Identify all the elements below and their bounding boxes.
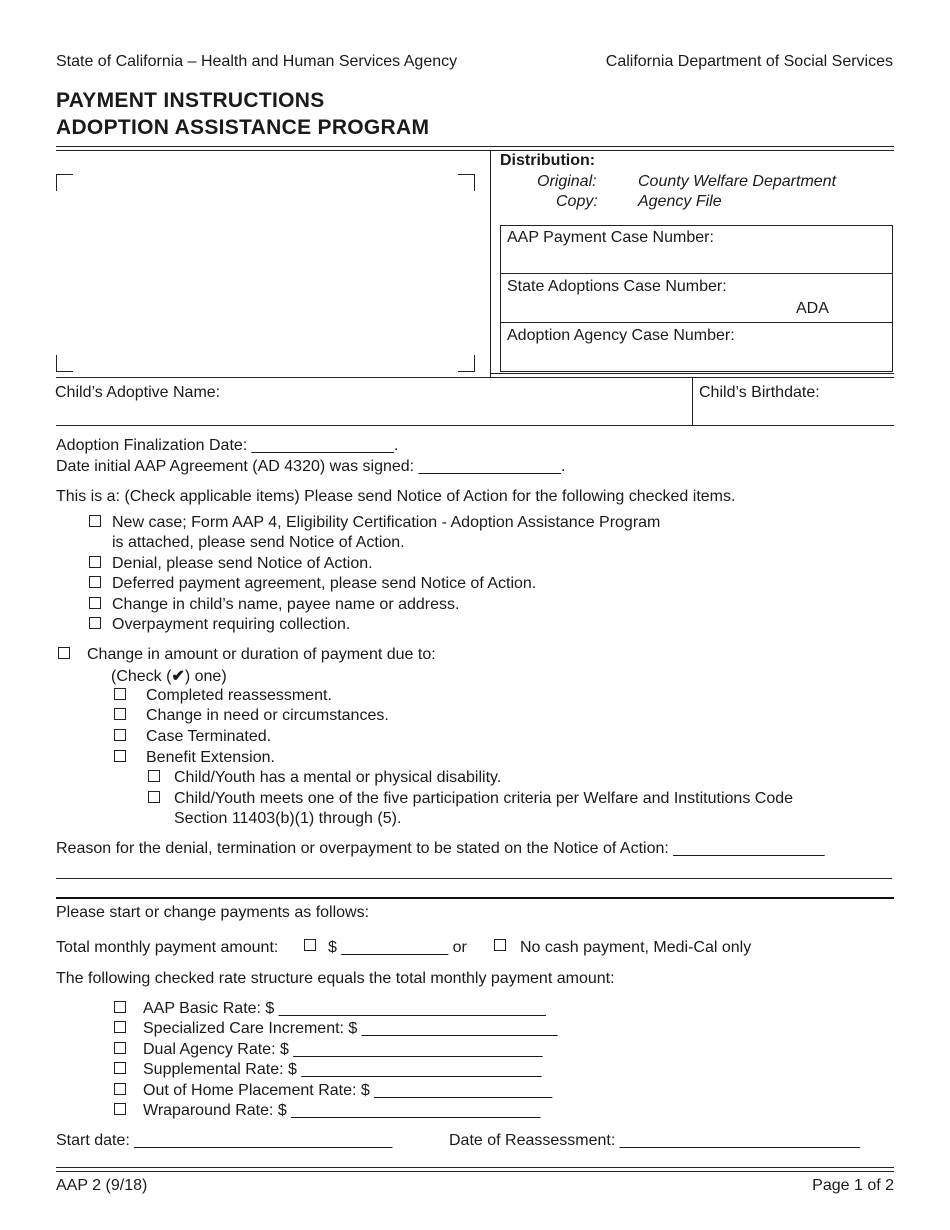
address-corner-bottom-left xyxy=(56,355,73,372)
notice-intro: This is a: (Check applicable items) Please send Notice of Action for the following checked items. xyxy=(56,488,736,505)
item-denial: Denial, please send Notice of Action. xyxy=(112,555,373,572)
checkbox-new-case[interactable] xyxy=(89,515,101,527)
total-monthly-payment-label: Total monthly payment amount: xyxy=(56,939,279,956)
option-participation-criteria: Child/Youth meets one of the five participation criteria per Welfare and Institutions Code xyxy=(174,790,794,807)
payments-section-rule xyxy=(56,897,894,899)
wraparound-rate-field[interactable]: Wraparound Rate: $ ____________________________ xyxy=(143,1102,541,1119)
checkbox-completed-reassessment[interactable] xyxy=(114,688,126,700)
rate-structure-intro: The following checked rate structure equals the total monthly payment amount: xyxy=(56,970,615,987)
state-adoptions-ada-suffix: ADA xyxy=(796,300,829,317)
checkbox-dual-agency[interactable] xyxy=(114,1042,126,1054)
address-divider xyxy=(490,150,491,378)
aap-agreement-signed-date: Date initial AAP Agreement (AD 4320) was signed: ________________. xyxy=(56,458,566,475)
checkbox-wraparound-rate[interactable] xyxy=(114,1103,126,1115)
adoption-finalization-date: Adoption Finalization Date: ________________. xyxy=(56,437,399,454)
reason-blank-line[interactable] xyxy=(56,878,892,879)
page-number: Page 1 of 2 xyxy=(812,1177,894,1194)
child-row-bottom-rule xyxy=(56,425,894,426)
child-adoptive-name-label: Child’s Adoptive Name: xyxy=(55,384,221,401)
supplemental-rate-field[interactable]: Supplemental Rate: $ ___________________________ xyxy=(143,1061,542,1078)
item-new-case-cont: is attached, please send Notice of Action. xyxy=(112,534,405,551)
start-date-field[interactable]: Start date: _____________________________ xyxy=(56,1132,393,1149)
checkbox-cash-payment[interactable] xyxy=(304,939,316,951)
checkbox-change-need[interactable] xyxy=(114,708,126,720)
out-of-home-placement-rate-field[interactable]: Out of Home Placement Rate: $ ____________________ xyxy=(143,1082,553,1099)
distribution-copy-value: Agency File xyxy=(638,193,722,210)
case-number-box xyxy=(500,225,893,372)
dual-agency-rate-field[interactable]: Dual Agency Rate: $ ____________________________ xyxy=(143,1041,543,1058)
distribution-label: Distribution: xyxy=(500,152,596,169)
state-adoptions-case-number-label: State Adoptions Case Number: xyxy=(507,278,727,295)
change-amount-label: Change in amount or duration of payment due to: xyxy=(87,646,436,663)
checkbox-no-cash-payment[interactable] xyxy=(494,939,506,951)
item-deferred-payment: Deferred payment agreement, please send Notice of Action. xyxy=(112,575,537,592)
checkbox-benefit-extension[interactable] xyxy=(114,750,126,762)
address-corner-top-left xyxy=(56,174,73,191)
checkbox-change-name[interactable] xyxy=(89,597,101,609)
option-participation-criteria-cont: Section 11403(b)(1) through (5). xyxy=(174,810,402,827)
distribution-original-label: Original: xyxy=(537,173,597,190)
checkbox-change-amount[interactable] xyxy=(58,647,70,659)
check-one-instruction xyxy=(111,666,227,686)
checkbox-aap-basic-rate[interactable] xyxy=(114,1001,126,1013)
payments-start-label: Please start or change payments as follows: xyxy=(56,904,370,921)
aap-basic-rate-field[interactable]: AAP Basic Rate: $ ______________________________ xyxy=(143,1000,546,1017)
adoption-agency-case-number-label: Adoption Agency Case Number: xyxy=(507,327,735,344)
option-case-terminated: Case Terminated. xyxy=(146,728,272,745)
checkbox-out-of-home-placement[interactable] xyxy=(114,1083,126,1095)
option-change-need: Change in need or circumstances. xyxy=(146,707,389,724)
option-benefit-extension: Benefit Extension. xyxy=(146,749,275,766)
option-disability: Child/Youth has a mental or physical disability. xyxy=(174,769,502,786)
form-title-line1: PAYMENT INSTRUCTIONS xyxy=(56,89,325,112)
distribution-copy-label: Copy: xyxy=(556,193,598,210)
check-one-suffix: ) one) xyxy=(184,668,227,685)
case-box-bottom-rule xyxy=(490,373,894,374)
checkbox-disability[interactable] xyxy=(148,770,160,782)
reason-label: Reason for the denial, termination or overpayment to be stated on the Notice of Action: _________________ xyxy=(56,840,825,857)
checkbox-participation-criteria[interactable] xyxy=(148,791,160,803)
checkbox-overpayment[interactable] xyxy=(89,617,101,629)
address-corner-top-right xyxy=(458,174,475,191)
department-name: California Department of Social Services xyxy=(605,53,893,70)
form-id: AAP 2 (9/18) xyxy=(56,1177,148,1194)
checkbox-case-terminated[interactable] xyxy=(114,729,126,741)
title-rule-bottom xyxy=(56,150,894,151)
item-change-name: Change in child’s name, payee name or address. xyxy=(112,596,460,613)
title-rule-top xyxy=(56,146,894,147)
checkbox-denial[interactable] xyxy=(89,556,101,568)
specialized-care-field[interactable]: Specialized Care Increment: $ ______________________ xyxy=(143,1020,558,1037)
case-box-divider-2 xyxy=(500,322,893,323)
child-row-top-rule xyxy=(56,377,894,378)
checkbox-specialized-care[interactable] xyxy=(114,1021,126,1033)
agency-name: State of California – Health and Human Services Agency xyxy=(56,53,458,70)
distribution-original-value: County Welfare Department xyxy=(638,173,837,190)
reassessment-date-field[interactable]: Date of Reassessment: ___________________________ xyxy=(449,1132,860,1149)
no-cash-payment-label: No cash payment, Medi-Cal only xyxy=(520,939,752,956)
checkbox-supplemental-rate[interactable] xyxy=(114,1062,126,1074)
case-box-divider-1 xyxy=(500,273,893,274)
footer-rule-bottom xyxy=(56,1171,894,1172)
form-title-line2: ADOPTION ASSISTANCE PROGRAM xyxy=(56,116,430,139)
address-corner-bottom-right xyxy=(458,355,475,372)
item-overpayment: Overpayment requiring collection. xyxy=(112,616,351,633)
checkbox-deferred-payment[interactable] xyxy=(89,576,101,588)
option-completed-reassessment: Completed reassessment. xyxy=(146,687,332,704)
item-new-case: New case; Form AAP 4, Eligibility Certification - Adoption Assistance Program xyxy=(112,514,661,531)
check-one-prefix: (Check ( xyxy=(111,668,172,685)
checkmark-icon: ✔ xyxy=(171,668,185,685)
footer-rule-top xyxy=(56,1167,894,1168)
child-birthdate-label: Child’s Birthdate: xyxy=(699,384,820,401)
child-row-divider xyxy=(692,377,693,426)
aap-payment-case-number-label: AAP Payment Case Number: xyxy=(507,229,714,246)
total-monthly-amount-field[interactable]: $ ____________ or xyxy=(328,939,467,956)
